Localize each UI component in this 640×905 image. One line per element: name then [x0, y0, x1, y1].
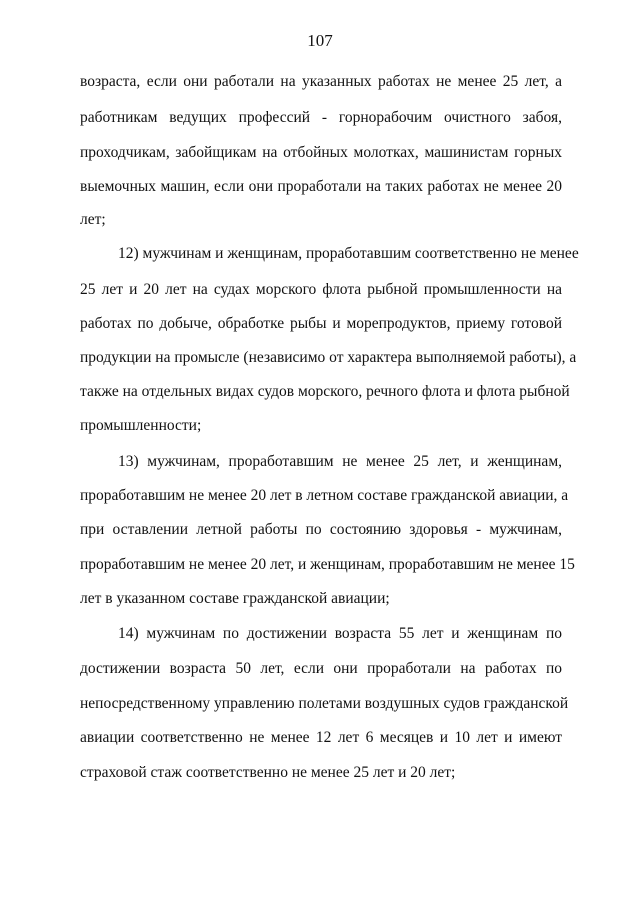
- text-line: промышленности;: [80, 417, 202, 434]
- list-item-12-line: 12) мужчинам и женщинам, проработавшим соответственно не менее: [118, 245, 579, 262]
- text-line: работникам ведущих профессий - горнорабочим очистного забоя,: [80, 109, 562, 126]
- text-line: проходчикам, забойщикам на отбойных молотках, машинистам горных: [80, 144, 562, 161]
- text-line: лет;: [80, 211, 106, 228]
- text-line: 25 лет и 20 лет на судах морского флота рыбной промышленности на: [80, 281, 562, 298]
- text-line: возраста, если они работали на указанных работах не менее 25 лет, а: [80, 73, 562, 90]
- text-line: проработавшим не менее 20 лет, и женщинам, проработавшим не менее 15: [80, 556, 575, 573]
- text-line: проработавшим не менее 20 лет в летном составе гражданской авиации, а: [80, 487, 569, 504]
- text-line: работах по добыче, обработке рыбы и морепродуктов, приему готовой: [80, 315, 562, 332]
- page-number: 107: [307, 31, 333, 50]
- text-line: страховой стаж соответственно не менее 25 лет и 20 лет;: [80, 764, 456, 781]
- list-item-13-line: 13) мужчинам, проработавшим не менее 25 лет, и женщинам,: [118, 453, 562, 470]
- text-line: при оставлении летной работы по состоянию здоровья - мужчинам,: [80, 521, 562, 538]
- text-line: непосредственному управлению полетами воздушных судов гражданской: [80, 695, 569, 712]
- list-item-14-line: 14) мужчинам по достижении возраста 55 лет и женщинам по: [118, 625, 562, 642]
- text-line: выемочных машин, если они проработали на таких работах не менее 20: [80, 178, 562, 195]
- text-line: также на отдельных видах судов морского, речного флота и флота рыбной: [80, 383, 570, 400]
- text-line: продукции на промысле (независимо от характера выполняемой работы), а: [80, 349, 577, 366]
- text-line: лет в указанном составе гражданской авиации;: [80, 590, 390, 607]
- text-line: авиации соответственно не менее 12 лет 6 месяцев и 10 лет и имеют: [80, 729, 562, 746]
- text-line: достижении возраста 50 лет, если они проработали на работах по: [80, 660, 562, 677]
